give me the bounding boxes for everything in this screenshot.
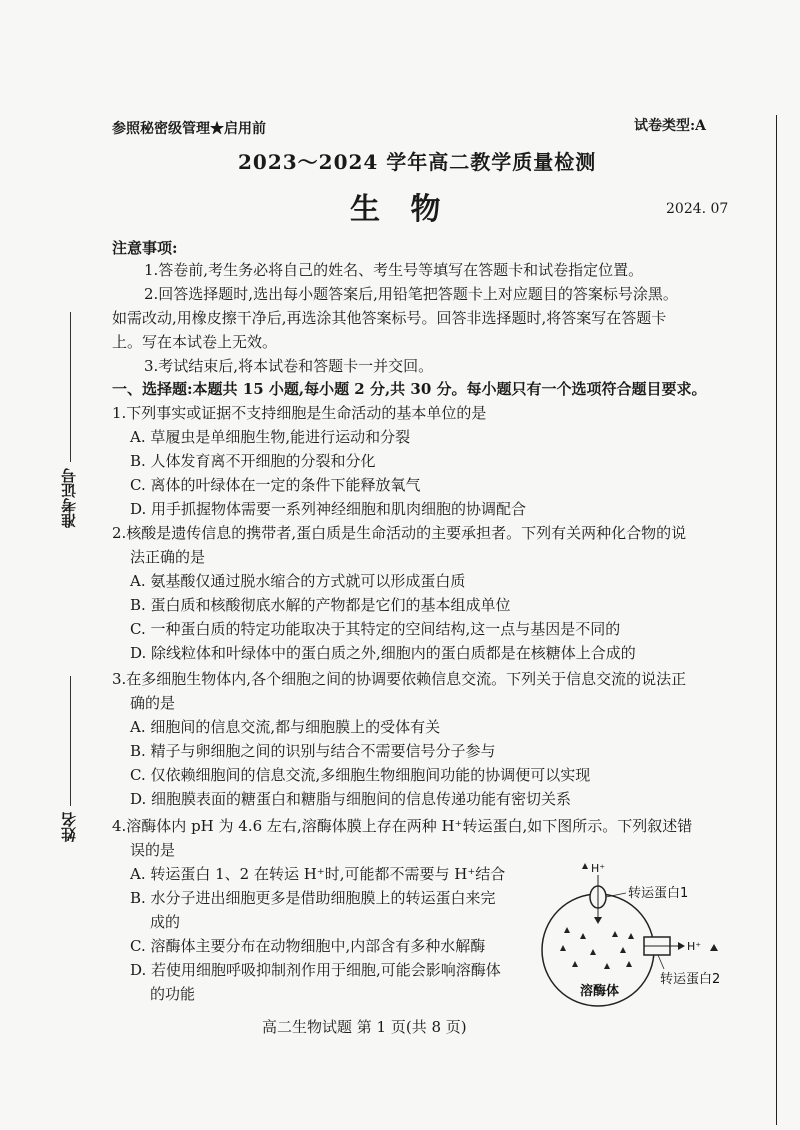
arrow-down: [594, 917, 602, 924]
confidential-mark: 参照秘密级管理★启用前: [112, 121, 266, 137]
option-d: D. 若使用细胞呼吸抑制剂作用于细胞,可能会影响溶酶体: [130, 961, 501, 979]
option-d: D. 用手抓握物体需要一系列神经细胞和肌肉细胞的协调配合: [130, 500, 527, 518]
question-stem-cont: 误的是: [130, 841, 176, 859]
exam-title: 2023～2024 学年高二教学质量检测: [238, 150, 597, 174]
option-c: C. 离体的叶绿体在一定的条件下能释放氧气: [130, 476, 421, 494]
question-stem: 1.下列事实或证据不支持细胞是生命活动的基本单位的是: [112, 404, 487, 422]
h-ions-inside: [560, 927, 634, 969]
question-stem-cont: 确的是: [130, 694, 176, 712]
note-line: 2.回答选择题时,选出每小题答案后,用铅笔把答题卡上对应题目的答案标号涂黑。: [144, 285, 678, 303]
paper-type: 试卷类型:A: [634, 118, 707, 134]
option-a: A. 草履虫是单细胞生物,能进行运动和分裂: [130, 428, 411, 446]
option-b: B. 人体发育离不开细胞的分裂和分化: [130, 452, 376, 470]
h-ion-top: [582, 863, 588, 869]
notes-title: 注意事项:: [112, 239, 178, 257]
option-b: B. 水分子进出细胞更多是借助细胞膜上的转运蛋白来完: [130, 889, 496, 907]
note-line: 如需改动,用橡皮擦干净后,再选涂其他答案标号。回答非选择题时,将答案写在答题卡: [112, 309, 667, 327]
exam-id-label: 准考证号: [60, 468, 78, 528]
question-stem: 2.核酸是遗传信息的携带者,蛋白质是生命活动的主要承担者。下列有关两种化合物的说: [112, 524, 687, 542]
h-ion-right: [710, 944, 718, 951]
exam-id-underline: [70, 312, 71, 462]
option-b: B. 精子与卵细胞之间的识别与结合不需要信号分子参与: [130, 742, 496, 760]
question-stem-cont: 法正确的是: [130, 548, 206, 566]
option-a: A. 细胞间的信息交流,都与细胞膜上的受体有关: [130, 718, 441, 736]
note-line: 上。写在本试卷上无效。: [112, 333, 278, 351]
binding-line: [776, 115, 777, 1125]
h-right-label: H⁺: [687, 940, 702, 953]
question-stem: 4.溶酶体内 pH 为 4.6 左右,溶酶体膜上存在两种 H⁺转运蛋白,如下图所示。下列叙述错: [112, 817, 693, 835]
option-c: C. 溶酶体主要分布在动物细胞中,内部含有多种水解酶: [130, 937, 486, 955]
lysosome-label: 溶酶体: [580, 984, 620, 999]
transporter2-label: 转运蛋白2: [660, 972, 721, 987]
option-d: D. 除线粒体和叶绿体中的蛋白质之外,细胞内的蛋白质都是在核糖体上合成的: [130, 644, 636, 662]
note-line: 3.考试结束后,将本试卷和答题卡一并交回。: [144, 357, 434, 375]
page-footer: 高二生物试题 第 1 页(共 8 页): [262, 1018, 467, 1036]
option-c: C. 一种蛋白质的特定功能取决于其特定的空间结构,这一点与基因是不同的: [130, 620, 621, 638]
lysosome-diagram: [540, 855, 770, 1015]
option-a: A. 氨基酸仅通过脱水缩合的方式就可以形成蛋白质: [130, 572, 466, 590]
exam-date: 2024. 07: [666, 201, 729, 217]
name-label: 姓名: [60, 812, 78, 842]
transporter1-label: 转运蛋白1: [628, 886, 689, 901]
option-a: A. 转运蛋白 1、2 在转运 H⁺时,可能都不需要与 H⁺结合: [130, 865, 506, 883]
question-stem: 3.在多细胞生物体内,各个细胞之间的协调要依赖信息交流。下列关于信息交流的说法正: [112, 670, 687, 688]
section-title: 一、选择题:本题共 15 小题,每小题 2 分,共 30 分。每小题只有一个选项符合题目要求。: [112, 380, 707, 398]
option-d-cont: 的功能: [150, 985, 196, 1003]
option-c: C. 仅依赖细胞间的信息交流,多细胞生物细胞间功能的协调便可以实现: [130, 766, 591, 784]
h-top-label: H⁺: [591, 862, 606, 875]
option-b-cont: 成的: [150, 913, 181, 931]
option-d: D. 细胞膜表面的糖蛋白和糖脂与细胞间的信息传递功能有密切关系: [130, 790, 572, 808]
subject-title: 生 物: [350, 192, 451, 227]
note-line: 1.答卷前,考生务必将自己的姓名、考生号等填写在答题卡和试卷指定位置。: [144, 261, 644, 279]
name-underline: [70, 676, 71, 806]
arrow-right: [678, 942, 685, 950]
option-b: B. 蛋白质和核酸彻底水解的产物都是它们的基本组成单位: [130, 596, 511, 614]
